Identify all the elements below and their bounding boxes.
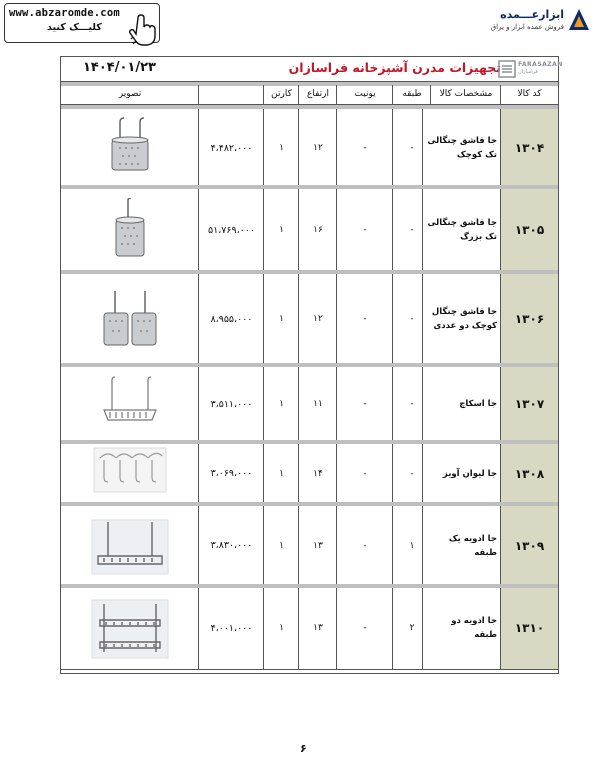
cell-shelf: -: [392, 188, 431, 272]
cell-unit: -: [336, 443, 393, 504]
cell-height: ۱۳: [298, 587, 337, 669]
header-code: کد کالا: [500, 85, 558, 104]
cell-carton: ۱: [263, 366, 299, 442]
cell-shelf: ۲: [392, 587, 431, 669]
farasazan-logo-sub: فراسازان: [518, 69, 538, 75]
cell-carton: ۱: [263, 109, 299, 187]
cell-shelf: -: [392, 109, 431, 187]
product-image-cell: [61, 109, 199, 187]
brand-tagline: فروش عمده ابزار و یراق: [490, 23, 564, 31]
product-image-cell: [61, 505, 199, 586]
cell-unit: -: [336, 109, 393, 187]
header-image: تصویر: [118, 89, 142, 99]
row-divider: [61, 440, 558, 444]
page-number: ۶: [300, 742, 307, 755]
document-title: تجهیزات مدرن آشپزخانه فراسازان: [288, 60, 501, 75]
header-name: مشخصات کالا: [430, 85, 501, 104]
product-image-cell: [61, 188, 199, 272]
cell-code: ۱۳۱۰: [500, 587, 558, 669]
header-price: [198, 85, 264, 104]
cell-shelf: -: [392, 273, 431, 365]
product-image-cell: [61, 273, 199, 365]
brand-header: [470, 6, 590, 36]
header-unit: یونیت: [336, 85, 393, 104]
double-cutlery-holder-image: [90, 287, 170, 351]
cell-unit: -: [336, 273, 393, 365]
cell-code: ۱۳۰۵: [500, 188, 558, 272]
cell-unit: -: [336, 188, 393, 272]
cell-price: ۳،۰۶۹،۰۰۰: [198, 443, 264, 504]
cell-carton: ۱: [263, 505, 299, 586]
cell-shelf: -: [392, 366, 431, 442]
cell-name: جا اسکاچ: [422, 366, 501, 442]
cell-unit: -: [336, 587, 393, 669]
cell-price: ۴،۰۰۱،۰۰۰: [198, 587, 264, 669]
product-image-cell: [61, 587, 199, 669]
farasazan-logo-word: FARASAZAN: [518, 61, 563, 68]
click-here-label[interactable]: کلیـــک کنید: [47, 22, 102, 33]
spice-rack-single-image: [90, 514, 170, 578]
cell-price: ۳،۵۱۱،۰۰۰: [198, 366, 264, 442]
row-divider: [61, 502, 558, 506]
farasazan-logo: [498, 59, 563, 79]
cell-shelf: -: [392, 443, 431, 504]
cell-price: ۵۱،۷۶۹،۰۰۰: [198, 188, 264, 272]
sponge-rack-image: [90, 372, 170, 436]
header-carton: کارتن: [263, 85, 299, 104]
cell-name: جا لیوان آویز: [422, 443, 501, 504]
cell-name: جا ادویه یک طبقه: [422, 505, 501, 586]
table-title-bar: [61, 57, 563, 82]
cell-code: ۱۳۰۹: [500, 505, 558, 586]
table-row: [61, 587, 558, 670]
row-divider: [61, 185, 558, 189]
farasazan-logo-icon: [498, 60, 516, 78]
table-row: [61, 188, 558, 273]
cell-code: ۱۳۰۷: [500, 366, 558, 442]
cell-name: جا قاشق چنگال کوچک دو عددی: [422, 273, 501, 365]
header-height: ارتفاع: [298, 85, 337, 104]
cell-name: جا ادویه دو طبقه: [422, 587, 501, 669]
table-row: [61, 109, 558, 188]
hanging-cup-rack-image: [90, 442, 170, 506]
cell-height: ۱۴: [298, 443, 337, 504]
brand-name: ابزارعـــمده: [500, 8, 564, 21]
row-divider: [61, 363, 558, 367]
header-shelf: طبقه: [392, 85, 431, 104]
cell-unit: -: [336, 505, 393, 586]
pointing-hand-icon: [128, 14, 158, 46]
table-row: [61, 273, 558, 366]
cell-height: ۱۳: [298, 505, 337, 586]
cell-height: ۱۱: [298, 366, 337, 442]
cell-name: جا قاشق چنگالی تک بزرگ: [422, 188, 501, 272]
brand-logo-icon: [568, 8, 590, 32]
cell-name: جا قاشق چنگالی تک کوچک: [422, 109, 501, 187]
table-row: [61, 443, 558, 505]
site-url[interactable]: www.abzaromde.com: [9, 7, 120, 19]
cell-height: ۱۲: [298, 273, 337, 365]
column-header-row: [61, 85, 558, 105]
cell-shelf: ۱: [392, 505, 431, 586]
cell-code: ۱۳۰۴: [500, 109, 558, 187]
single-cutlery-holder-large-image: [90, 198, 170, 262]
cell-code: ۱۳۰۶: [500, 273, 558, 365]
cell-carton: ۱: [263, 443, 299, 504]
single-cutlery-holder-small-image: [90, 116, 170, 180]
cell-price: ۴،۴۸۲،۰۰۰: [198, 109, 264, 187]
product-image-cell: [61, 443, 199, 504]
cell-code: ۱۳۰۸: [500, 443, 558, 504]
document-date: ۱۴۰۴/۰۱/۲۳: [83, 60, 156, 75]
cell-price: ۸،۹۵۵،۰۰۰: [198, 273, 264, 365]
cell-price: ۳،۸۳۰،۰۰۰: [198, 505, 264, 586]
row-divider: [61, 584, 558, 588]
product-image-cell: [61, 366, 199, 442]
cell-carton: ۱: [263, 188, 299, 272]
catalog-table: [60, 56, 563, 674]
cell-unit: -: [336, 366, 393, 442]
cell-height: ۱۶: [298, 188, 337, 272]
spice-rack-double-image: [90, 596, 170, 660]
cell-height: ۱۲: [298, 109, 337, 187]
table-row: [61, 366, 558, 443]
table-row: [61, 505, 558, 587]
row-divider: [61, 270, 558, 274]
cell-carton: ۱: [263, 273, 299, 365]
cell-carton: ۱: [263, 587, 299, 669]
